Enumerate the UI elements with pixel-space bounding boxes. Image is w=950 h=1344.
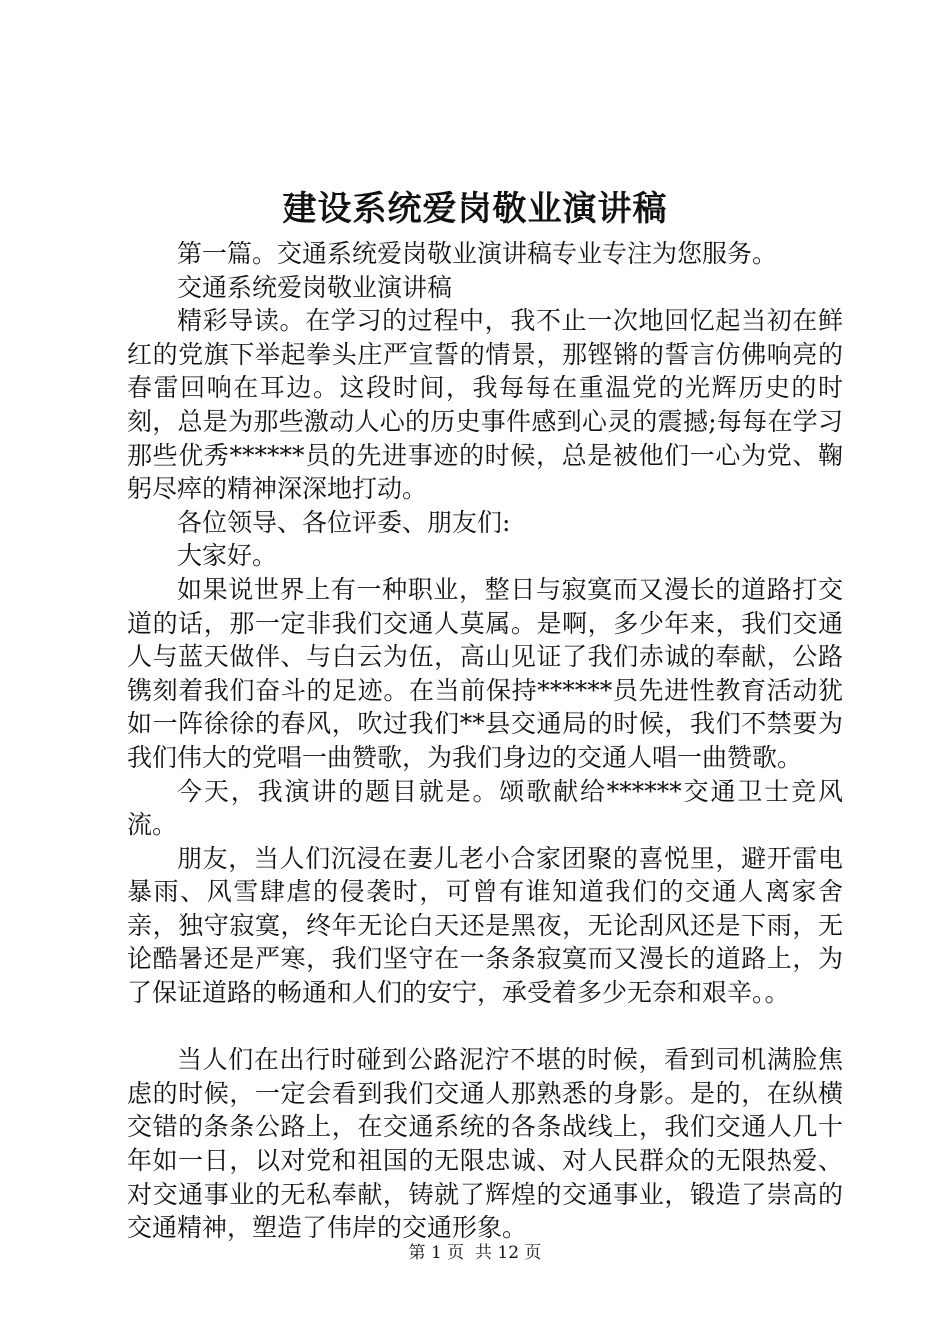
page-footer: [0, 1241, 950, 1265]
page-number: 第 1 页: [408, 1243, 465, 1263]
paragraph-guide: 精彩导读。在学习的过程中，我不止一次地回忆起当初在鲜红的党旗下举起拳头庄严宣誓的情景，那铿锵的誓言仿佛响亮的春雷回响在耳边。这段时间，我每每在重温党的光辉历史的时刻，总是为那些激动人心的历史事件感到心灵的震撼;每每在学习那些优秀******员的先进事迹的时候，总是被他们一心为党、鞠躬尽瘁的精神深深地打动。: [127, 306, 843, 504]
paragraph-body: 当人们在出行时碰到公路泥泞不堪的时候，看到司机满脸焦虑的时候，一定会看到我们交通人那熟悉的身影。是的，在纵横交错的条条公路上，在交通系统的各条战线上，我们交通人几十年如一日，以对党和祖国的无限忠诚、对人民群众的无限热爱、对交通事业的无私奉献，铸就了辉煌的交通事业，锻造了崇高的交通精神，塑造了伟岸的交通形象。: [127, 1045, 843, 1243]
paragraph-salutation: 各位领导、各位评委、朋友们:: [177, 507, 511, 537]
page-total: 共 12 页: [474, 1243, 542, 1263]
paragraph-topic: 今天，我演讲的题目就是。颂歌献给******交通卫士竞风流。: [127, 776, 843, 840]
paragraph-gap: [127, 1010, 843, 1044]
paragraph-body: 朋友，当人们沉浸在妻儿老小合家团聚的喜悦里，避开雷电暴雨、风雪肆虐的侵袭时，可曾有谁知道我们的交通人离家舍亲，独守寂寞，终年无论白天还是黑夜，无论刮风还是下雨，无论酷暑还是严寒，我们坚守在一条条寂寞而又漫长的道路上，为了保证道路的畅通和人们的安宁，承受着多少无奈和艰辛。。: [127, 843, 843, 1008]
document-title: 建设系统爱岗敬业演讲稿: [282, 189, 668, 229]
document-body: [127, 237, 843, 1245]
paragraph-intro: 第一篇。交通系统爱岗敬业演讲稿专业专注为您服务。: [177, 239, 778, 268]
paragraph-body: 如果说世界上有一种职业，整日与寂寞而又漫长的道路打交道的话，那一定非我们交通人莫属。是啊，多少年来，我们交通人与蓝天做伴、与白云为伍，高山见证了我们赤诚的奉献，公路镌刻着我们奋斗的足迹。在当前保持******员先进性教育活动犹如一阵徐徐的春风，吹过我们**县交通局的时候，我们不禁要为我们伟大的党唱一曲赞歌，为我们身边的交通人唱一曲赞歌。: [127, 574, 843, 772]
paragraph-greeting: 大家好。: [177, 541, 278, 571]
paragraph-subtitle: 交通系统爱岗敬业演讲稿: [177, 272, 453, 302]
footer-spacer: [464, 1243, 475, 1263]
